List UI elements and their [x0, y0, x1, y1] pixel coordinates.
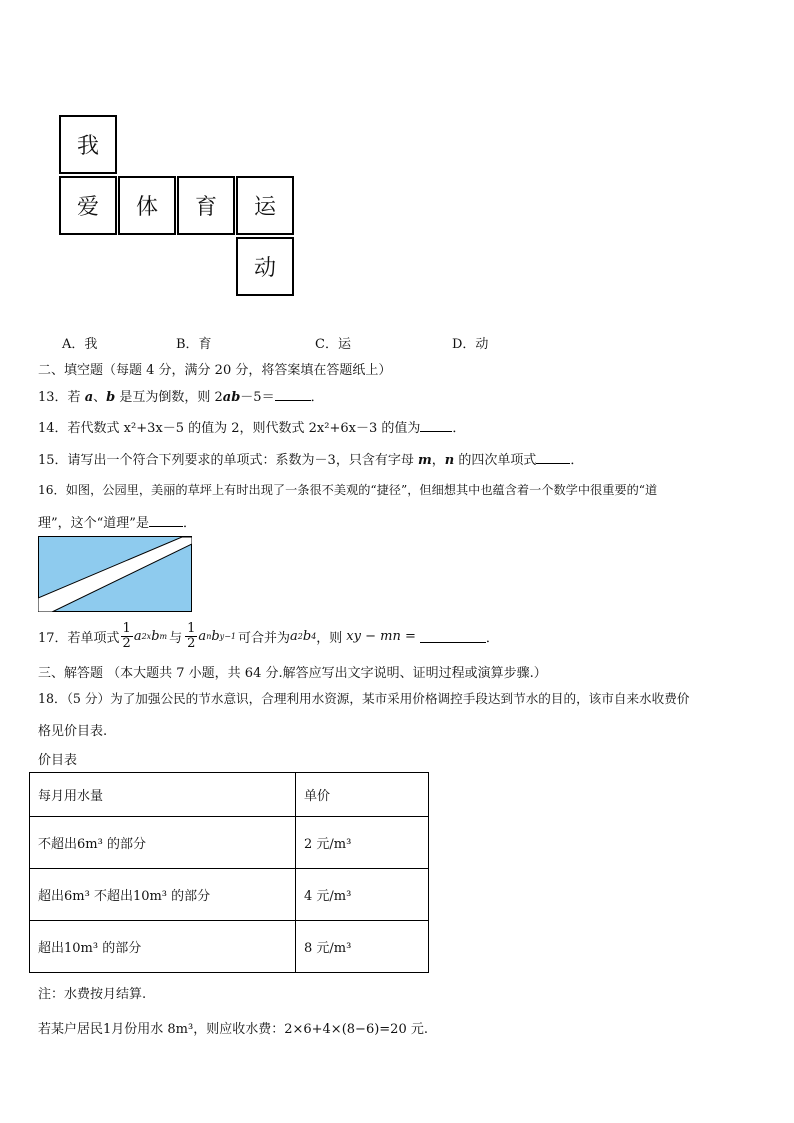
net-cell-6: 动: [236, 237, 294, 296]
answer-blank: [149, 514, 183, 527]
answer-blank: [420, 630, 486, 643]
table-row: [30, 817, 429, 869]
question-13: 13．若 a、b 是互为倒数，则 2ab－5＝ ．: [38, 390, 324, 405]
lawn-shortcut-figure: [38, 536, 192, 612]
section-3-heading: 三、解答题 （本大题共 7 小题，共 64 分.解答应写出文字说明、证明过程或演算步骤.）: [38, 666, 547, 681]
table-cell: 不超出6m³ 的部分: [30, 817, 296, 869]
price-table-title: 价目表: [38, 753, 78, 768]
choice-a: A．我: [62, 337, 98, 352]
billing-example: 若某户居民1月份用水 8m³，则应收水费：2×6+4×(8−6)=20 元.: [38, 1022, 428, 1037]
question-16-line-2: 理”，这个“道理”是 ．: [38, 516, 196, 531]
table-cell: 4 元/m³: [296, 869, 429, 921]
price-table: [29, 772, 429, 973]
table-header-cell: 每月用水量: [30, 773, 296, 817]
answer-blank: [420, 419, 452, 432]
table-header-row: [30, 773, 429, 817]
table-header-cell: 单价: [296, 773, 429, 817]
table-cell: 2 元/m³: [296, 817, 429, 869]
question-15: 15．请写出一个符合下列要求的单项式：系数为－3，只含有字母 m，n 的四次单项式 ．: [38, 453, 584, 468]
billing-note: 注：水费按月结算.: [38, 987, 147, 1002]
question-18-line-2: 格见价目表.: [38, 724, 108, 739]
table-row: [30, 921, 429, 973]
table-cell: 超出6m³ 不超出10m³ 的部分: [30, 869, 296, 921]
net-cell-5: 运: [236, 176, 294, 235]
net-cell-2: 爱: [59, 176, 117, 235]
net-cell-1: 我: [59, 115, 117, 174]
question-16-line-1: 16．如图，公园里，美丽的草坪上有时出现了一条很不美观的“捷径”，但细想其中也蕴含着一个数学中很重要的“道: [38, 483, 658, 497]
table-cell: 超出10m³ 的部分: [30, 921, 296, 973]
fraction-one-half: $\frac{1}{2}$: [122, 621, 131, 651]
choice-b: B．育: [176, 337, 212, 352]
net-cell-4: 育: [177, 176, 235, 235]
question-18-line-1: 18．（5 分）为了加强公民的节水意识，合理利用水资源，某市采用价格调控手段达到节水的目的，该市自来水收费价: [38, 691, 690, 706]
choice-d: D．动: [452, 337, 489, 352]
answer-blank: [536, 451, 570, 464]
answer-blank: [275, 388, 311, 401]
table-cell: 8 元/m³: [296, 921, 429, 973]
net-cell-3: 体: [118, 176, 176, 235]
choice-c: C．运: [315, 337, 351, 352]
section-2-heading: 二、填空题（每题 4 分，满分 20 分，将答案填在答题纸上）: [38, 363, 392, 378]
question-14: 14．若代数式 x²+3x－5 的值为 2，则代数式 2x²+6x－3 的值为 ．: [38, 421, 466, 436]
table-row: [30, 869, 429, 921]
question-17: 17．若单项式 $\frac{1}{2}$ a 2x b m 与 $\frac{1}{2}$ a n b y−1 可合并为 a 2 b 4 ，则 xy − mn = ．: [38, 621, 499, 651]
fraction-one-half-2: $\frac{1}{2}$: [187, 621, 196, 651]
